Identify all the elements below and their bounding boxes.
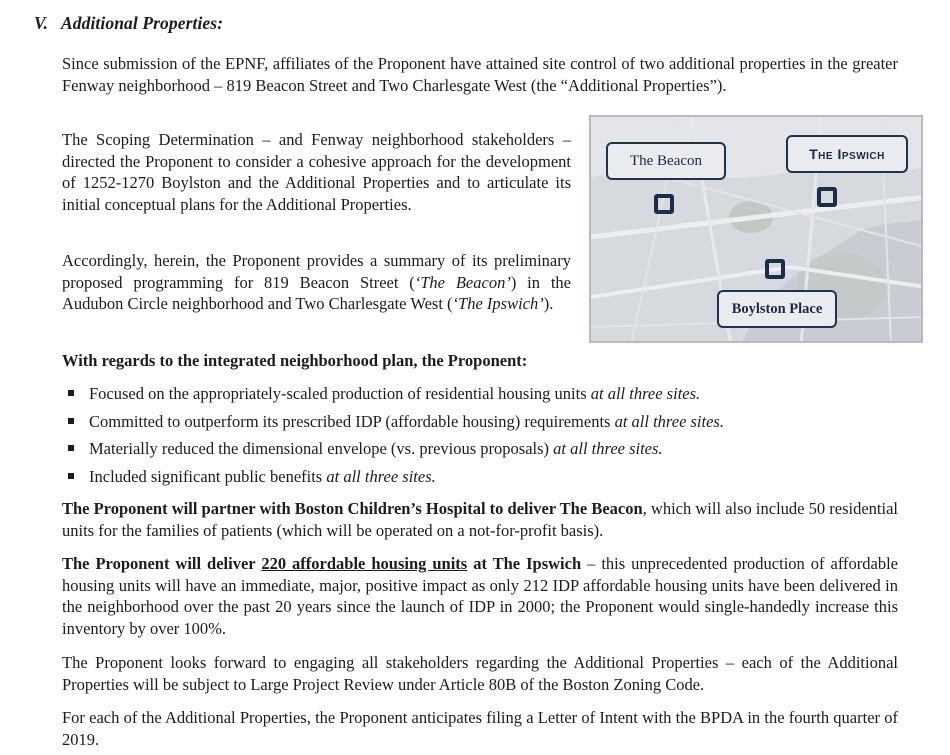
bullet-item bbox=[62, 411, 902, 439]
bullet-list bbox=[62, 383, 902, 494]
p3-beacon: ‘The Beacon’ bbox=[414, 272, 511, 292]
bullet-text: Included significant public benefits bbox=[89, 467, 327, 487]
bullet-text: Focused on the appropriately-scaled production of residential housing units bbox=[89, 384, 591, 403]
p5-bold-underlined: 220 affordable housing units bbox=[261, 554, 468, 573]
p3-ipswich: ‘The Ipswich’ bbox=[452, 294, 544, 313]
paragraph-stakeholders: The Proponent looks forward to engaging all stakeholders regarding the Additional Properties – each of the Additional Properties will be subject to Large Project Review under Article 80B of the Boston Zoning Code. bbox=[62, 653, 898, 694]
paragraph-intro: Since submission of the EPNF, affiliates of the Proponent have attained site control of two additional properties in the greater Fenway neighborhood – 819 Beacon Street and Two Charlesgate West (the “Additional Properties”). bbox=[62, 54, 898, 95]
label-the-beacon: The Beacon bbox=[606, 142, 726, 180]
paragraph-accordingly bbox=[62, 250, 571, 315]
bullet-text: Committed to outperform its prescribed IDP (affordable housing) requirements bbox=[89, 411, 615, 431]
bullet-text: Materially reduced the dimensional envelope (vs. previous proposals) bbox=[89, 439, 554, 459]
label-boylston-place: Boylston Place bbox=[717, 290, 837, 328]
section-number: V. bbox=[34, 13, 48, 33]
bullet-emphasis: at all three sites. bbox=[614, 411, 724, 431]
site-map bbox=[589, 115, 923, 343]
marker-beacon-icon bbox=[654, 194, 674, 214]
lead-sentence: With regards to the integrated neighborhood plan, the Proponent: bbox=[62, 351, 528, 370]
bullet-emphasis: at all three sites. bbox=[590, 384, 701, 403]
marker-boylston-icon bbox=[765, 259, 785, 279]
bullet-square-icon bbox=[68, 473, 74, 479]
p4-bold: The Proponent will partner with Boston Children’s Hospital to deliver The Beacon bbox=[62, 499, 643, 518]
paragraph-beacon-partner bbox=[62, 498, 898, 541]
bullet-emphasis: at all three sites. bbox=[553, 439, 663, 459]
bullet-square-icon bbox=[68, 390, 74, 396]
bullet-item bbox=[62, 466, 902, 494]
marker-ipswich-icon bbox=[817, 187, 837, 207]
section-heading bbox=[34, 13, 223, 34]
paragraph-letter-of-intent: For each of the Additional Properties, the Proponent anticipates filing a Letter of Intent with the BPDA in the fourth quarter of 2019. bbox=[62, 708, 898, 749]
bullet-square-icon bbox=[68, 445, 74, 451]
p5-rest: – this unprecedented production of affordable housing units will have an immediate, major, positive impact as only 212 IDP affordable housing units have been delivered in the neighborhood over the past 20 years since the launch of IDP in 2000; the Proponent would single-handedly increase this inventory by over 100%. bbox=[62, 554, 898, 638]
paragraph-ipswich-affordable bbox=[62, 553, 898, 639]
label-the-ipswich: The Ipswich bbox=[786, 135, 908, 173]
p3-part-e: ). bbox=[543, 294, 554, 313]
p3-part-c: ) in the Audubon Circle neighborhood and Two Charlesgate West ( bbox=[62, 272, 571, 313]
bullet-emphasis: at all three sites. bbox=[326, 467, 436, 487]
bullet-square-icon bbox=[68, 418, 74, 424]
p3-part-a: Accordingly, herein, the Proponent provides a summary of its preliminary proposed programming for 819 Beacon Street ( bbox=[62, 251, 571, 292]
p5-bold-2: at The Ipswich bbox=[467, 554, 582, 573]
p4-rest: , which will also include 50 residential units for the families of patients (which will be operated on a not-for-profit basis). bbox=[62, 499, 899, 540]
paragraph-scoping: The Scoping Determination – and Fenway neighborhood stakeholders – directed the Proponent to consider a cohesive approach for the development of 1252-1270 Boylston and the Additional Properties and to articulate its initial conceptual plans for the Additional Properties. bbox=[62, 130, 571, 214]
p5-bold-1: The Proponent will deliver bbox=[62, 554, 262, 573]
bullet-item bbox=[62, 438, 902, 466]
bullet-item bbox=[62, 383, 902, 411]
section-title: Additional Properties: bbox=[61, 13, 224, 33]
